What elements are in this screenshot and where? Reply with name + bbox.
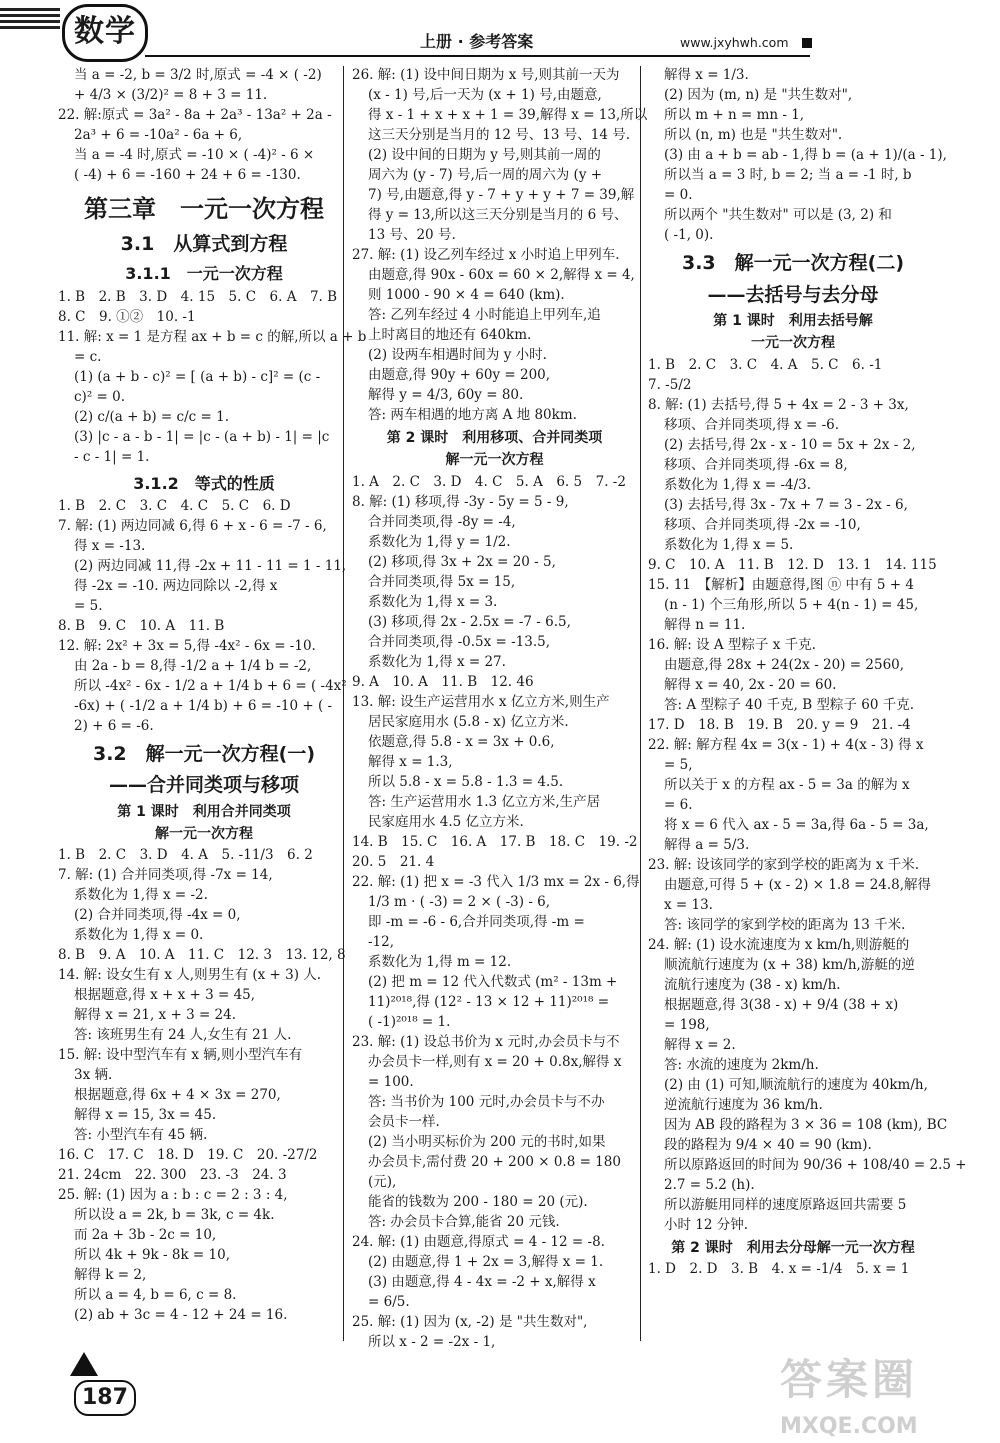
answer-line: 解得 a = 5/3. bbox=[664, 836, 750, 853]
answer-line: 1. B 2. B 3. D 4. 15 5. C 6. A 7. B bbox=[58, 288, 338, 305]
answer-line: 所以设 a = 2k, b = 3k, c = 4k. bbox=[74, 1207, 275, 1224]
section-title: ——去括号与去分母 bbox=[707, 283, 879, 306]
answer-line: ( -4) + 6 = -160 + 24 + 6 = -130. bbox=[74, 167, 301, 183]
answer-line: 24. 解: (1) 由题意,得原式 = 4 - 12 = -8. bbox=[352, 1233, 605, 1250]
answer-line: 解得 x = 15, 3x = 45. bbox=[74, 1107, 217, 1124]
page-number: 187 bbox=[74, 1380, 136, 1416]
answer-line: 答: A 型粽子 40 千克, B 型粽子 60 千克. bbox=[664, 696, 914, 713]
answer-line: 系数化为 1,得 x = -4/3. bbox=[664, 476, 812, 493]
column-divider bbox=[640, 66, 641, 1341]
answer-line: 逆流航行速度为 36 km/h. bbox=[664, 1096, 823, 1113]
lesson-title: 一元一次方程 bbox=[751, 335, 835, 352]
answer-line: 居民家庭用水 (5.8 - x) 亿立方米. bbox=[368, 713, 569, 730]
answer-line: 所以游艇用同样的速度原路返回共需要 5 bbox=[664, 1196, 907, 1213]
lesson-title: 解一元一次方程 bbox=[445, 452, 544, 469]
answer-line: (3) 由题意,得 4 - 4x = -2 + x,解得 x bbox=[368, 1273, 596, 1290]
answer-line: (3) 移项,得 2x - 2.5x = -7 - 6.5, bbox=[368, 613, 571, 630]
mountain-logo-icon bbox=[70, 1352, 98, 1376]
answer-line: 11)²⁰¹⁸,得 (12² - 13 × 12 + 11)²⁰¹⁸ = bbox=[368, 993, 610, 1010]
answer-line: ( -1, 0). bbox=[664, 227, 714, 243]
header-title: 上册 · 参考答案 bbox=[420, 32, 534, 51]
subsection-title: 3.1.1 一元一次方程 bbox=[125, 264, 283, 284]
answer-line: 所以 a = 4, b = 6, c = 8. bbox=[74, 1287, 237, 1304]
answer-line: = 198, bbox=[664, 1016, 710, 1033]
answer-line: 24. 解: (1) 设水流速度为 x km/h,则游艇的 bbox=[648, 936, 910, 953]
answer-line: 所以 5.8 - x = 5.8 - 1.3 = 4.5. bbox=[368, 773, 564, 790]
answer-line: 12. 解: 2x² + 3x = 5,得 -4x² - 6x = -10. bbox=[58, 637, 316, 654]
answer-line: 段的路程为 9/4 × 40 = 90 (km). bbox=[664, 1136, 872, 1153]
answer-line: 8. B 9. C 10. A 11. B bbox=[58, 617, 225, 634]
answer-line: 21. 24cm 22. 300 23. -3 24. 3 bbox=[58, 1167, 287, 1184]
answer-line: (3) |c - a - b - 1| = |c - (a + b) - 1| = |c bbox=[74, 428, 330, 445]
answer-line: (2) 把 m = 12 代入代数式 (m² - 13m + bbox=[368, 973, 618, 990]
answer-line: 得 -2x = -10. 两边同除以 -2,得 x bbox=[74, 577, 278, 594]
answer-line: 23. 解: 设该同学的家到学校的距离为 x 千米. bbox=[648, 856, 920, 873]
answer-line: 由 2a - b = 8,得 -1/2 a + 1/4 b = -2, bbox=[74, 657, 312, 674]
answer-line: = 5, bbox=[664, 756, 693, 773]
answer-line: 根据题意,得 x + x + 3 = 45, bbox=[74, 987, 256, 1004]
answer-line: (2) 两边同减 11,得 -2x + 11 - 11 = 1 - 11, bbox=[74, 557, 347, 574]
answer-line: 7. 解: (1) 两边同减 6,得 6 + x - 6 = -7 - 6, bbox=[58, 517, 327, 534]
answer-line: (2) 移项,得 3x + 2x = 20 - 5, bbox=[368, 553, 556, 570]
answer-line: 所以 4k + 9k - 8k = 10, bbox=[74, 1247, 231, 1264]
answer-line: 答: 小型汽车有 45 辆. bbox=[74, 1127, 208, 1144]
answer-line: (2) 由题意,得 1 + 2x = 3,解得 x = 1. bbox=[368, 1253, 604, 1270]
answer-line: 办会员卡一样,则有 x = 20 + 0.8x,解得 x bbox=[368, 1053, 622, 1070]
subsection-title: 3.1.2 等式的性质 bbox=[133, 473, 275, 493]
answer-line: 能省的钱数为 200 - 180 = 20 (元). bbox=[368, 1193, 588, 1210]
answer-line: 答: 当书价为 100 元时,办会员卡与不办 bbox=[368, 1093, 605, 1110]
header-square-icon bbox=[802, 38, 812, 48]
answer-line: 由题意,得 90x - 60x = 60 × 2,解得 x = 4, bbox=[368, 267, 635, 283]
answer-line: 将 x = 6 代入 ax - 5 = 3a,得 6a - 5 = 3a, bbox=[664, 816, 929, 833]
lesson-title: 第 2 课时 利用移项、合并同类项 bbox=[386, 430, 603, 446]
answer-line: 系数化为 1,得 m = 12. bbox=[368, 953, 512, 970]
lesson-title: 解一元一次方程 bbox=[155, 826, 253, 843]
corner-bars-decoration bbox=[0, 8, 60, 32]
answer-line: 答: 两车相遇的地方离 A 地 80km. bbox=[368, 407, 577, 423]
answer-line: 所以 -4x² - 6x - 1/2 a + 1/4 b + 6 = ( -4x² bbox=[74, 677, 347, 694]
answer-line: 所以当 a = 3 时, b = 2; 当 a = -1 时, b bbox=[664, 167, 912, 183]
answer-line: -12, bbox=[368, 933, 395, 950]
answer-line: ( -1)²⁰¹⁸ = 1. bbox=[368, 1013, 451, 1030]
answer-line: 会员卡一样. bbox=[368, 1113, 440, 1130]
answer-line: 由题意,可得 5 + (x - 2) × 1.8 = 24.8,解得 bbox=[664, 876, 932, 893]
answer-line: = 5. bbox=[74, 597, 103, 614]
answer-line: (2) ab + 3c = 4 - 12 + 24 = 16. bbox=[74, 1307, 288, 1324]
answer-line: 则 1000 - 90 × 4 = 640 (km). bbox=[368, 287, 565, 303]
watermark-url: MXQE.COM bbox=[780, 1413, 918, 1439]
answer-line: 17. D 18. B 19. B 20. y = 9 21. -4 bbox=[648, 716, 911, 733]
answer-line: 答: 乙列车经过 4 小时能追上甲列车,追 bbox=[368, 307, 601, 323]
answer-line: 解得 k = 2, bbox=[74, 1267, 147, 1284]
answer-line: 14. 解: 设女生有 x 人,则男生有 (x + 3) 人. bbox=[58, 967, 322, 984]
answer-line: 办会员卡,需付费 20 + 200 × 0.8 = 180 bbox=[368, 1153, 621, 1170]
answer-line: 1. A 2. C 3. D 4. C 5. A 6. 5 7. -2 bbox=[352, 473, 626, 490]
answer-line: 上时离目的地还有 640km. bbox=[368, 327, 532, 343]
answer-line: 20. 5 21. 4 bbox=[352, 853, 435, 870]
answer-line: 15. 解: 设中型汽车有 x 辆,则小型汽车有 bbox=[58, 1047, 303, 1064]
answer-line: (x - 1) 号,后一天为 (x + 1) 号,由题意, bbox=[368, 87, 602, 103]
answer-line: = 0. bbox=[664, 187, 693, 203]
answer-line: 3x 辆. bbox=[74, 1067, 113, 1084]
answer-line: = 100. bbox=[368, 1073, 414, 1090]
lesson-title: 第 1 课时 利用合并同类项 bbox=[117, 803, 291, 820]
answer-line: 即 -m = -6 - 6,合并同类项,得 -m = bbox=[368, 913, 585, 930]
answer-line: 系数化为 1,得 x = 0. bbox=[74, 927, 204, 944]
answer-line: 移项、合并同类项,得 -2x = -10, bbox=[664, 516, 861, 533]
answer-line: = 6/5. bbox=[368, 1293, 410, 1310]
answer-line: (2) 当小明买标价为 200 元的书时,如果 bbox=[368, 1133, 606, 1150]
answer-line: - c - 1| = 1. bbox=[74, 448, 150, 465]
answer-line: x = 13. bbox=[664, 896, 713, 913]
answer-line: 1. B 2. C 3. C 4. A 5. C 6. -1 bbox=[648, 356, 883, 373]
answer-line: 16. 解: 设 A 型粽子 x 千克. bbox=[648, 636, 816, 653]
answer-line: 1. D 2. D 3. B 4. x = -1/4 5. x = 1 bbox=[648, 1260, 910, 1277]
answer-line: (1) (a + b - c)² = [ (a + b) - c]² = (c - bbox=[74, 368, 321, 385]
page-header bbox=[0, 0, 1000, 62]
answer-line: 7. 解: (1) 合并同类项,得 -7x = 14, bbox=[58, 867, 273, 884]
answer-line: 系数化为 1,得 x = 3. bbox=[368, 593, 498, 610]
answer-line: 当 a = -2, b = 3/2 时,原式 = -4 × ( -2) bbox=[74, 67, 322, 83]
answer-line: (元), bbox=[368, 1173, 397, 1190]
answer-line: 流航行速度为 (38 - x) km/h. bbox=[664, 976, 841, 993]
answer-line: 22. 解: (1) 把 x = -3 代入 1/3 mx = 2x - 6,得 bbox=[352, 873, 640, 890]
answer-line: 系数化为 1,得 y = 1/2. bbox=[368, 533, 511, 550]
answer-line: 得 y = 13,所以这三天分别是当月的 6 号、 bbox=[368, 207, 628, 223]
answer-line: (2) 由 (1) 可知,顺流航行的速度为 40km/h, bbox=[664, 1076, 928, 1093]
answer-line: 系数化为 1,得 x = -2. bbox=[74, 887, 208, 904]
answer-line: 解得 x = 1/3. bbox=[664, 67, 749, 83]
answer-line: 根据题意,得 6x + 4 × 3x = 270, bbox=[74, 1087, 281, 1104]
subject-logo: 数学 bbox=[62, 4, 148, 62]
answer-line: 2.7 = 5.2 (h). bbox=[664, 1176, 755, 1193]
answer-line: 民家庭用水 4.5 亿立方米. bbox=[368, 813, 524, 830]
answer-line: 所以原路返回的时间为 90/36 + 108/40 = 2.5 + bbox=[664, 1156, 967, 1173]
answer-line: 2) + 6 = -6. bbox=[74, 717, 154, 734]
answer-line: 所以两个 "共生数对" 可以是 (3, 2) 和 bbox=[664, 207, 892, 223]
answer-line: (3) 由 a + b = ab - 1,得 b = (a + 1)/(a - 1), bbox=[664, 147, 947, 163]
watermark-text: 答案圈 bbox=[780, 1355, 919, 1404]
answer-line: 解得 n = 11. bbox=[664, 616, 746, 633]
answer-line: 得 x - 1 + x + x + 1 = 39,解得 x = 13,所以 bbox=[368, 107, 648, 123]
answer-line: 答: 水流的速度为 2km/h. bbox=[664, 1056, 819, 1073]
answer-line: (2) c/(a + b) = c/c = 1. bbox=[74, 408, 229, 425]
answer-line: (n - 1) 个三角形,所以 5 + 4(n - 1) = 45, bbox=[664, 596, 919, 613]
answer-line: 解得 x = 21, x + 3 = 24. bbox=[74, 1007, 237, 1024]
answer-line: 所以 (n, m) 也是 "共生数对". bbox=[664, 127, 843, 143]
answer-line: 解得 y = 4/3, 60y = 80. bbox=[368, 387, 524, 403]
answer-line: 8. 解: (1) 去括号,得 5 + 4x = 2 - 3 + 3x, bbox=[648, 396, 909, 413]
answer-line: 13. 解: 设生产运营用水 x 亿立方米,则生产 bbox=[352, 693, 610, 710]
answer-line: 这三天分别是当月的 12 号、13 号、14 号. bbox=[368, 127, 630, 143]
section-title: 3.2 解一元一次方程(一) bbox=[92, 742, 316, 765]
answer-line: 22. 解:原式 = 3a² - 8a + 2a³ - 13a² + 2a - bbox=[58, 107, 332, 123]
answer-line: (2) 设中间的日期为 y 号,则其前一周的 bbox=[368, 147, 601, 163]
answer-line: 1. B 2. C 3. C 4. C 5. C 6. D bbox=[58, 497, 291, 514]
answer-line: 16. C 17. C 18. D 19. C 20. -27/2 bbox=[58, 1147, 318, 1164]
answer-line: 由题意,得 28x + 24(2x - 20) = 2560, bbox=[664, 656, 905, 673]
answer-line: (2) 因为 (m, n) 是 "共生数对", bbox=[664, 87, 853, 103]
answer-line: 解得 x = 1.3, bbox=[368, 753, 453, 770]
answer-line: 1/3 m · ( -3) = 2 × ( -3) - 6, bbox=[368, 893, 551, 910]
answer-line: 移项、合并同类项,得 x = -6. bbox=[664, 416, 840, 433]
answer-line: 所以关于 x 的方程 ax - 5 = 3a 的解为 x bbox=[664, 776, 910, 793]
answer-line: 周六为 (y - 7) 号,后一周的周六为 (y + bbox=[368, 167, 603, 183]
answer-line: 14. B 15. C 16. A 17. B 18. C 19. -2 bbox=[352, 833, 638, 850]
answer-line: 答: 该同学的家到学校的距离为 13 千米. bbox=[664, 916, 906, 933]
page-number-badge bbox=[70, 1348, 150, 1410]
answer-line: c)² = 0. bbox=[74, 388, 126, 405]
answer-line: (2) 合并同类项,得 -4x = 0, bbox=[74, 907, 241, 924]
answer-line: 11. 解: x = 1 是方程 ax + b = c 的解,所以 a + b bbox=[58, 328, 367, 345]
answer-line: 顺流航行速度为 (x + 38) km/h,游艇的逆 bbox=[664, 956, 915, 973]
answer-line: 系数化为 1,得 x = 5. bbox=[664, 536, 794, 553]
section-title: ——合并同类项与移项 bbox=[108, 774, 299, 797]
answer-column-3 bbox=[648, 66, 967, 1280]
answer-line: 答: 该班男生有 24 人,女生有 21 人. bbox=[74, 1027, 292, 1044]
answer-line: 9. C 10. A 11. B 12. D 13. 1 14. 115 bbox=[648, 556, 937, 573]
answer-line: 22. 解: 解方程 4x = 3(x - 1) + 4(x - 3) 得 x bbox=[648, 736, 924, 753]
answer-line: 而 2a + 3b - 2c = 10, bbox=[74, 1227, 217, 1244]
chapter-title: 第三章 一元一次方程 bbox=[84, 195, 324, 223]
section-title: 3.3 解一元一次方程(二) bbox=[681, 252, 905, 274]
answer-column-1 bbox=[58, 66, 367, 1326]
answer-line: 8. C 9. ①② 10. -1 bbox=[58, 308, 196, 325]
lesson-title: 第 1 课时 利用去括号解 bbox=[713, 313, 873, 330]
answer-line: 由题意,得 90y + 60y = 200, bbox=[368, 367, 551, 383]
answer-line: -6x) + ( -1/2 a + 1/4 b) + 6 = -10 + ( - bbox=[74, 697, 333, 714]
answer-line: 系数化为 1,得 x = 27. bbox=[368, 653, 506, 670]
answer-line: 8. 解: (1) 移项,得 -3y - 5y = 5 - 9, bbox=[352, 493, 569, 510]
answer-line: 23. 解: (1) 设总书价为 x 元时,办会员卡与不 bbox=[352, 1033, 620, 1050]
answer-line: 合并同类项,得 -8y = -4, bbox=[368, 513, 516, 530]
answer-line: 7. -5/2 bbox=[648, 376, 692, 393]
answer-line: 15. 11 【解析】由题意得,图 ⓝ 中有 5 + 4 bbox=[648, 576, 914, 593]
answer-line: 27. 解: (1) 设乙列车经过 x 小时追上甲列车. bbox=[352, 247, 620, 263]
answer-column-2 bbox=[352, 66, 648, 1353]
lesson-title: 第 2 课时 利用去分母解一元一次方程 bbox=[671, 1239, 915, 1256]
answer-line: 8. B 9. A 10. A 11. C 12. 3 13. 12, 8 bbox=[58, 947, 346, 964]
answer-line: 25. 解: (1) 因为 (x, -2) 是 "共生数对", bbox=[352, 1313, 588, 1330]
answer-line: 9. A 10. A 11. B 12. 46 bbox=[352, 673, 534, 690]
section-title: 3.1 从算式到方程 bbox=[120, 232, 288, 255]
answer-line: (2) 设两车相遇时间为 y 小时. bbox=[368, 347, 547, 363]
watermark bbox=[780, 1350, 990, 1439]
answer-line: 13 号、20 号. bbox=[368, 227, 456, 243]
answer-line: = 6. bbox=[664, 796, 693, 813]
answer-line: 解得 x = 40, 2x - 20 = 60. bbox=[664, 676, 837, 693]
answer-line: (2) 去括号,得 2x - x - 10 = 5x + 2x - 2, bbox=[664, 436, 916, 453]
answer-line: 得 x = -13. bbox=[74, 537, 146, 554]
answer-line: 答: 生产运营用水 1.3 亿立方米,生产居 bbox=[368, 793, 601, 810]
answer-line: + 4/3 × (3/2)² = 8 + 3 = 11. bbox=[74, 87, 268, 103]
answer-line: 合并同类项,得 5x = 15, bbox=[368, 573, 516, 590]
answer-line: 小时 12 分钟. bbox=[664, 1216, 749, 1233]
header-url: www.jxyhwh.com bbox=[680, 35, 789, 50]
answer-line: 25. 解: (1) 因为 a : b : c = 2 : 3 : 4, bbox=[58, 1187, 288, 1204]
answer-line: 依题意,得 5.8 - x = 3x + 0.6, bbox=[368, 733, 555, 750]
answer-line: 所以 m + n = mn - 1, bbox=[664, 107, 805, 123]
answer-line: 合并同类项,得 -0.5x = -13.5, bbox=[368, 633, 551, 650]
answer-line: 因为 AB 段的路程为 3 × 36 = 108 (km), BC bbox=[664, 1116, 948, 1133]
answer-line: 7) 号,由题意,得 y - 7 + y + y + 7 = 39,解 bbox=[368, 187, 635, 203]
header-rule bbox=[145, 55, 810, 57]
answer-line: 当 a = -4 时,原式 = -10 × ( -4)² - 6 × bbox=[74, 147, 315, 163]
answer-line: 1. B 2. C 3. D 4. A 5. -11/3 6. 2 bbox=[58, 847, 313, 864]
answer-line: 根据题意,得 3(38 - x) + 9/4 (38 + x) bbox=[664, 996, 899, 1013]
answer-line: 2a³ + 6 = -10a² - 6a + 6, bbox=[74, 127, 243, 143]
answer-line: (3) 去括号,得 3x - 7x + 7 = 3 - 2x - 6, bbox=[664, 496, 908, 513]
answer-line: 答: 办会员卡合算,能省 20 元钱. bbox=[368, 1213, 560, 1230]
answer-line: = c. bbox=[74, 348, 102, 365]
answer-line: 移项、合并同类项,得 -6x = 8, bbox=[664, 456, 848, 473]
answer-line: 所以 x - 2 = -2x - 1, bbox=[368, 1333, 496, 1350]
answer-line: 26. 解: (1) 设中间日期为 x 号,则其前一天为 bbox=[352, 67, 620, 83]
answer-line: 解得 x = 2. bbox=[664, 1036, 736, 1053]
